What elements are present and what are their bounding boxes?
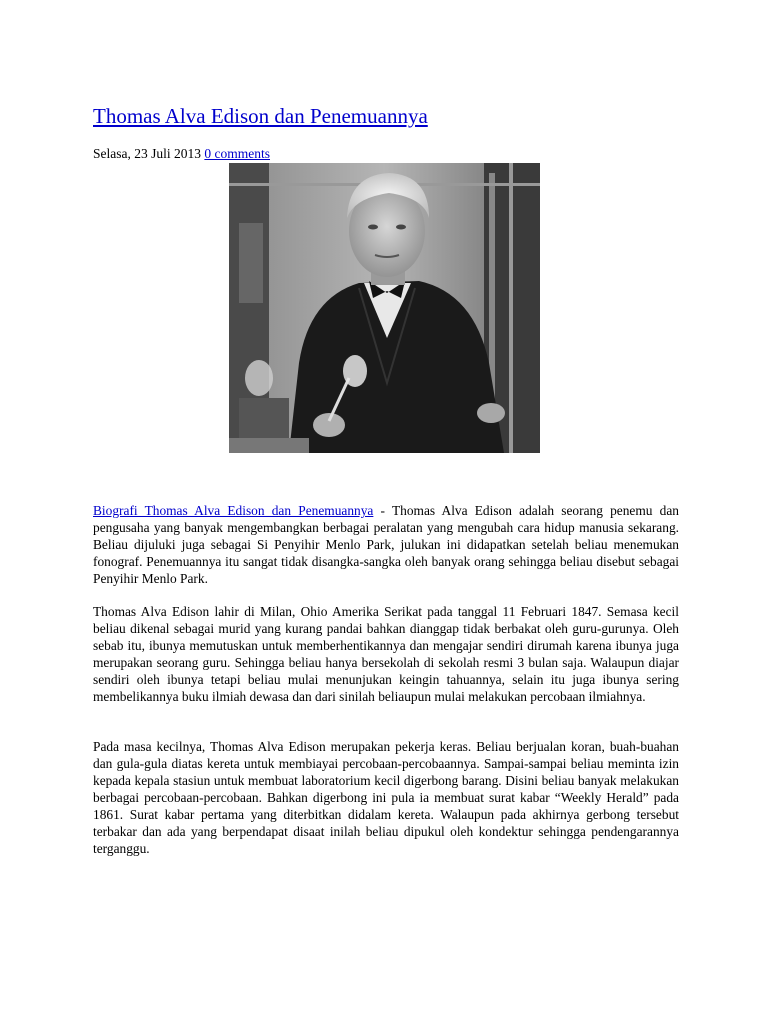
post-meta <box>93 146 270 162</box>
paragraph-intro-text: - Thomas Alva Edison adalah seorang penemu dan pengusaha yang banyak mengembangkan berbagai peralatan yang mengubah cara hidup manusia sekarang. Beliau dijuluki juga sebagai Si Penyihir Menlo Park, julukan ini didapatkan setelah beliau menemukan fonograf. Penemuannya itu sangat tidak disangka-sangka oleh banyak orang sehingga beliau disebut sebagai Penyihir Menlo Park. <box>93 503 679 586</box>
paragraph-intro <box>93 502 679 587</box>
edison-portrait-photo <box>229 163 540 453</box>
post-date: Selasa, 23 Juli 2013 <box>93 146 201 161</box>
paragraph-childhood: Pada masa kecilnya, Thomas Alva Edison merupakan pekerja keras. Beliau berjualan koran, buah-buahan dan gula-gula diatas kereta untuk membiayai percobaan-percobaannya. Sampai-sampai beliau meminta izin kepada kepala stasiun untuk membuat laboratorium kecil digerbong barang. Disini beliau banyak melakukan berbagai percobaan-percobaan. Bahkan digerbong ini pula ia membuat surat kabar “Weekly Herald” pada 1861. Surat kabar pertama yang diterbitkan didalam kereta. Walaupun pada akhirnya gerbong tersebut terbakar dan ada yang berpendapat disaat inilah beliau dipukul oleh kondektur sehingga pendengarannya terganggu. <box>93 739 679 856</box>
paragraph-early-life: Thomas Alva Edison lahir di Milan, Ohio Amerika Serikat pada tanggal 11 Februari 1847. Semasa kecil beliau dikenal sebagai murid yang kurang pandai bahkan dianggap tidak berbakat oleh guru-gurunya. Oleh sebab itu, ibunya memutuskan untuk memberhentikannya dan mengajar sendiri dirumah karena ibunya juga merupakan seorang guru. Sehingga beliau hanya bersekolah di sekolah resmi 3 bulan saja. Walaupun diajar sendiri oleh ibunya tetapi beliau mulai menunjukan keingin tahuannya, selain itu juga ibunya sering membelikannya buku ilmiah dewasa dan dari sinilah beliaupun mulai melakukan percobaan ilmiahnya. <box>93 604 679 704</box>
article-title[interactable]: Thomas Alva Edison dan Penemuannya <box>93 104 428 128</box>
article-link[interactable]: Biografi Thomas Alva Edison dan Penemuannya <box>93 503 374 518</box>
comments-link[interactable]: 0 comments <box>204 146 270 161</box>
